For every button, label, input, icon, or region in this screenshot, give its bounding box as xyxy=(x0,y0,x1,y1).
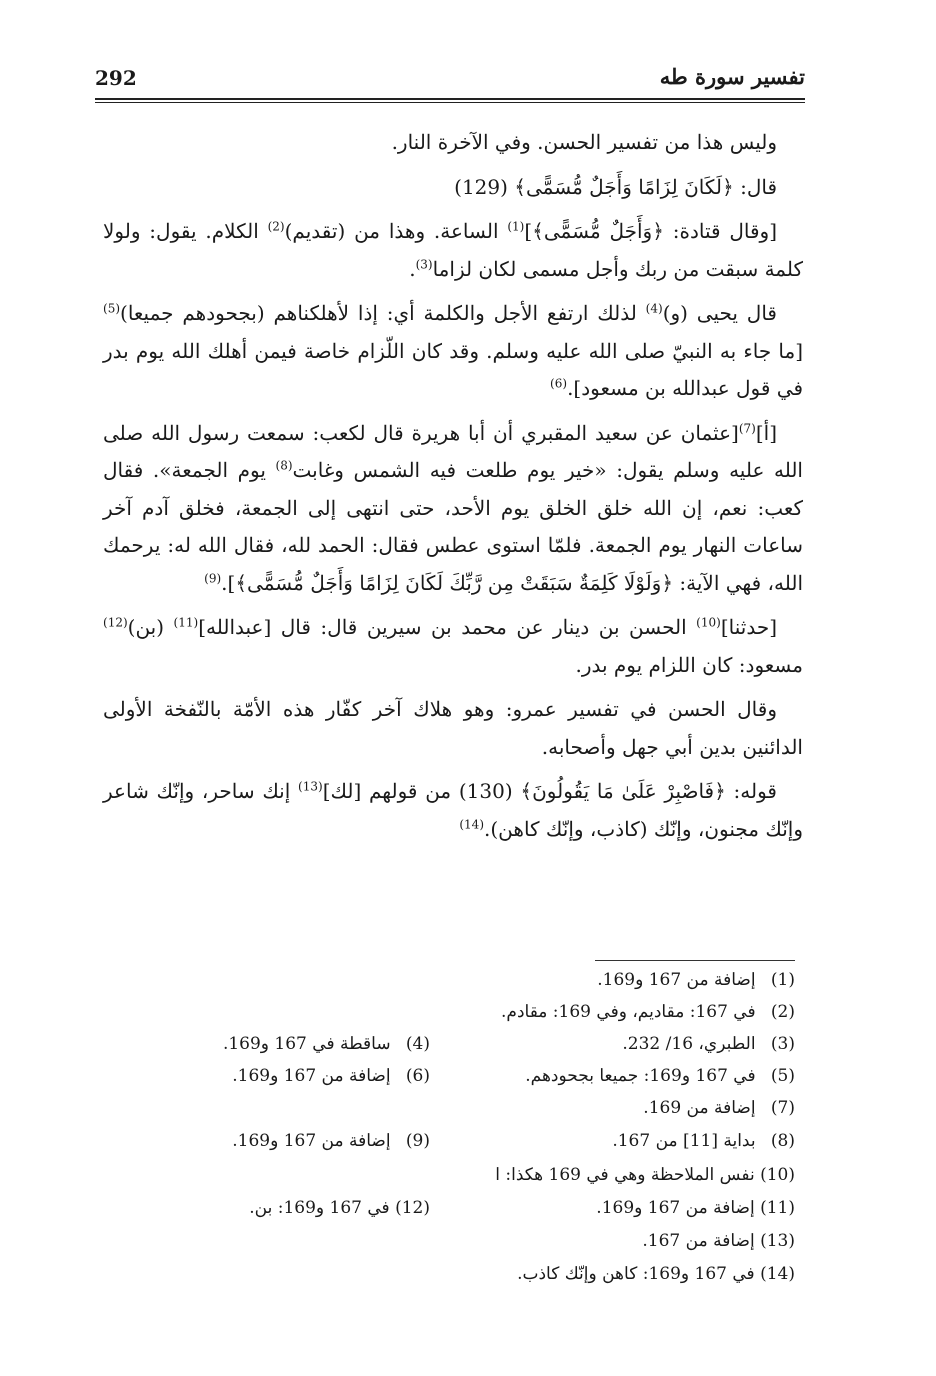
footnote-ref: (12) xyxy=(103,615,128,630)
footnotes xyxy=(95,968,795,1298)
footnote-13: (13) إضافة من 167. xyxy=(642,1231,795,1251)
page-number: 292 xyxy=(95,66,137,90)
main-text xyxy=(103,124,803,855)
footnote-ref: (13) xyxy=(298,779,323,794)
footnote-4: (4) ساقطة في 167 و169. xyxy=(222,1034,430,1054)
paragraph-4: قال يحيى (و)$^{(4)}$ لذلك ارتفع الأجل والكلمة أي: إذا لأهلكناهم (بجحودهم جميعا)$^{(5)}$ [ما جاء به النبيّ صلى الله عليه وسلم. وقد كان اللّزام خاصة فيمن أهلك الله يوم بدر في قول عبدالله بن مسعود].$^{(6)}$ xyxy=(103,301,803,400)
running-title: تفسير سورة طه xyxy=(659,64,805,89)
page-header xyxy=(95,62,805,96)
paragraph-8: قوله: ﴿فَاصْبِرْ عَلَىٰ مَا يَقُولُونَ﴾ (130) من قولهم [لك]$^{(13)}$ إنك ساحر، وإنّك شاعر وإنّك مجنون، وإنّك (كاذب، وإنّك كاهن).$^{(14)}$ xyxy=(103,779,803,841)
footnote-ref: (14) xyxy=(459,816,485,831)
footnote-ref: (5) xyxy=(103,301,121,316)
footnote-2: (2) في 167: مقاديم، وفي 169: مقادم. xyxy=(501,1002,795,1022)
footnote-ref: (10) xyxy=(696,615,721,630)
footnote-ref: (1) xyxy=(507,219,525,234)
footnote-ref: (8) xyxy=(275,458,293,473)
footnote-3: (3) الطبري، 16/ 232. xyxy=(622,1034,795,1054)
footnote-ref: (2) xyxy=(267,219,285,234)
footnote-7: (7) إضافة من 169. xyxy=(643,1098,795,1118)
footnote-ref: (4) xyxy=(645,301,663,316)
footnote-separator xyxy=(595,960,795,961)
footnote-ref: (3) xyxy=(415,256,433,271)
footnote-ref: (11) xyxy=(173,615,199,630)
footnote-1: (1) إضافة من 167 و169. xyxy=(597,970,795,990)
footnote-8: (8) بداية [11] من 167. xyxy=(612,1131,795,1151)
footnote-10: (10) نفس الملاحظة وهي في 169 هكذا: ا xyxy=(495,1165,795,1185)
paragraph-3: [وقال قتادة: ﴿وَأَجَلٌ مُّسَمًّى﴾]$^{(1)}$ الساعة. وهذا من (تقديم)$^{(2)}$ الكلام. يقول: ولولا كلمة سبقت من ربك وأجل مسمى لكان لزاما$^{(3)}$. xyxy=(103,219,803,281)
paragraph-5: [أ]$^{(7)}$[عثمان عن سعيد المقبري أن أبا هريرة قال لكعب: سمعت رسول الله صلى الله عليه وسلم يقول: «خير يوم طلعت فيه الشمس وغابت$^{(8)}$ يوم الجمعة». فقال كعب: نعم، إن الله خلق الخلق يوم الأحد، حتى انتهى إلى الجمعة، فخلق آدم آخر ساعات النهار يوم الجمعة. فلمّا استوى عطس فقال: الحمد لله، فقال الله له: يرحمك الله، فهي الآية: ﴿وَلَوْلَا كَلِمَةٌ سَبَقَتْ مِن رَّبِّكَ لَكَانَ لِزَامًا وَأَجَلٌ مُّسَمًّى﴾].$^{(9)}$ xyxy=(103,420,803,595)
footnote-ref: (6) xyxy=(550,376,568,391)
header-rule-thin xyxy=(95,102,805,103)
paragraph-2: قال: ﴿لَكَانَ لِزَامًا وَأَجَلٌ مُّسَمًّى﴾ (129) xyxy=(454,174,777,199)
footnote-5: (5) في 167 و169: جميعا بجحودهم. xyxy=(525,1066,795,1086)
footnote-ref: (7) xyxy=(738,420,756,435)
paragraph-7: وقال الحسن في تفسير عمرو: وهو هلاك آخر كفّار هذه الأمّة بالنّفخة الأولى الدائنين بدين أبي جهل وأصحابه. xyxy=(103,697,803,759)
header-rule xyxy=(95,98,805,100)
footnote-ref: (9) xyxy=(204,570,222,585)
footnote-9: (9) إضافة من 167 و169. xyxy=(232,1131,430,1151)
footnote-6: (6) إضافة من 167 و169. xyxy=(232,1066,430,1086)
footnote-11: (11) إضافة من 167 و169. xyxy=(596,1198,795,1218)
footnote-12: (12) في 167 و169: بن. xyxy=(249,1198,430,1218)
paragraph-1: وليس هذا من تفسير الحسن. وفي الآخرة النار. xyxy=(391,130,777,154)
paragraph-6: [حدثنا]$^{(10)}$ الحسن بن دينار عن محمد بن سيرين قال: قال [عبدالله]$^{(11)}$ (بن)$^{(12)}$ مسعود: كان اللزام يوم بدر. xyxy=(103,615,803,677)
footnote-14: (14) في 167 و169: كاهن وإنّك كاذب. xyxy=(517,1264,795,1284)
